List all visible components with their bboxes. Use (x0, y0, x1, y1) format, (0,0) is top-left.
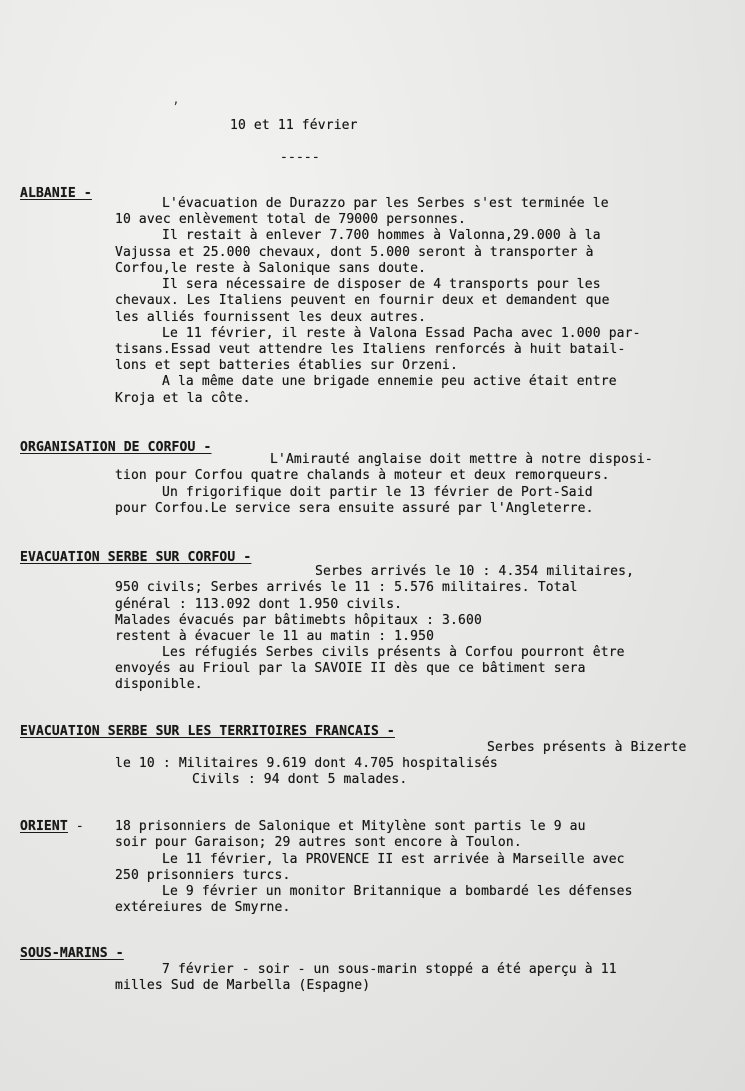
document-date: 10 et 11 février (230, 118, 358, 133)
paragraph-line: Serbes présents à Bizerte (487, 740, 687, 755)
paragraph-line: Corfou,le reste à Salonique sans doute. (115, 261, 427, 276)
paragraph-line: lons et sept batteries établies sur Orzeni. (115, 358, 458, 373)
paragraph-line: Vajussa et 25.000 chevaux, dont 5.000 seront à transporter à (115, 245, 594, 260)
margin-mark: ’ (172, 100, 180, 114)
paragraph-line: Le 9 février un monitor Britannique a bombardé les défenses (162, 884, 633, 899)
paragraph-line: Civils : 94 dont 5 malades. (192, 772, 408, 787)
paragraph-line: L'Amirauté anglaise doit mettre à notre disposi- (270, 452, 653, 467)
paragraph-line: milles Sud de Marbella (Espagne) (115, 978, 371, 993)
paragraph-line: pour Corfou.Le service sera ensuite assuré par l'Angleterre. (115, 501, 594, 516)
paragraph-line: général : 113.092 dont 1.950 civils. (115, 597, 403, 612)
paragraph-line: Le 11 février, il reste à Valona Essad Pacha avec 1.000 par- (162, 326, 641, 341)
paragraph-line: tion pour Corfou quatre chalands à moteur et deux remorqueurs. (115, 468, 610, 483)
section-heading-sous-marins: SOUS-MARINS - (20, 946, 124, 961)
paragraph-line: Il restait à enlever 7.700 hommes à Valonna,29.000 à la (162, 228, 601, 243)
section-heading-orient: ORIENT - (20, 819, 84, 834)
paragraph-line: soir pour Garaison; 29 autres sont encore à Toulon. (115, 835, 522, 850)
paragraph-line: 250 prisonniers turcs. (115, 868, 291, 883)
paragraph-line: Le 11 février, la PROVENCE II est arrivée à Marseille avec (162, 852, 625, 867)
paragraph-line: restent à évacuer le 11 au matin : 1.950 (115, 629, 435, 644)
paragraph-line: 18 prisonniers de Salonique et Mitylène sont partis le 9 au (115, 819, 586, 834)
paragraph-line: le 10 : Militaires 9.619 dont 4.705 hospitalisés (115, 756, 498, 771)
section-heading-evacuation-corfou: EVACUATION SERBE SUR CORFOU - (20, 550, 252, 565)
paragraph-line: Un frigorifique doit partir le 13 février de Port-Said (162, 485, 593, 500)
paragraph-line: Les réfugiés Serbes civils présents à Corfou pourront être (162, 645, 625, 660)
paragraph-line: L'évacuation de Durazzo par les Serbes s'est terminée le (162, 196, 609, 211)
header-rule: ----- (280, 150, 320, 165)
paragraph-line: Malades évacués par bâtimebts hôpitaux : 3.600 (115, 613, 482, 628)
section-heading-albanie: ALBANIE - (20, 186, 92, 201)
paragraph-line: 7 février - soir - un sous-marin stoppé a été aperçu à 11 (162, 962, 617, 977)
section-heading-evacuation-territoires: EVACUATION SERBE SUR LES TERRITOIRES FRANCAIS - (20, 724, 395, 739)
paragraph-line: 950 civils; Serbes arrivés le 11 : 5.576 militaires. Total (115, 580, 578, 595)
paragraph-line: disponible. (115, 677, 203, 692)
paragraph-line: les alliés fournissent les deux autres. (115, 310, 427, 325)
paragraph-line: Kroja et la côte. (115, 391, 251, 406)
paragraph-line: envoyés au Frioul par la SAVOIE II dès que ce bâtiment sera (115, 661, 586, 676)
paragraph-line: chevaux. Les Italiens peuvent en fournir deux et demandent que (115, 293, 610, 308)
paragraph-line: 10 avec enlèvement total de 79000 personnes. (115, 212, 466, 227)
paragraph-line: A la même date une brigade ennemie peu active était entre (162, 374, 617, 389)
paragraph-line: Serbes arrivés le 10 : 4.354 militaires, (315, 564, 635, 579)
paragraph-line: Il sera nécessaire de disposer de 4 transports pour les (162, 277, 601, 292)
paragraph-line: tisans.Essad veut attendre les Italiens renforcés à huit batail- (115, 342, 626, 357)
section-heading-organisation-corfou: ORGANISATION DE CORFOU - (20, 440, 212, 455)
paragraph-line: extéreiures de Smyrne. (115, 900, 291, 915)
